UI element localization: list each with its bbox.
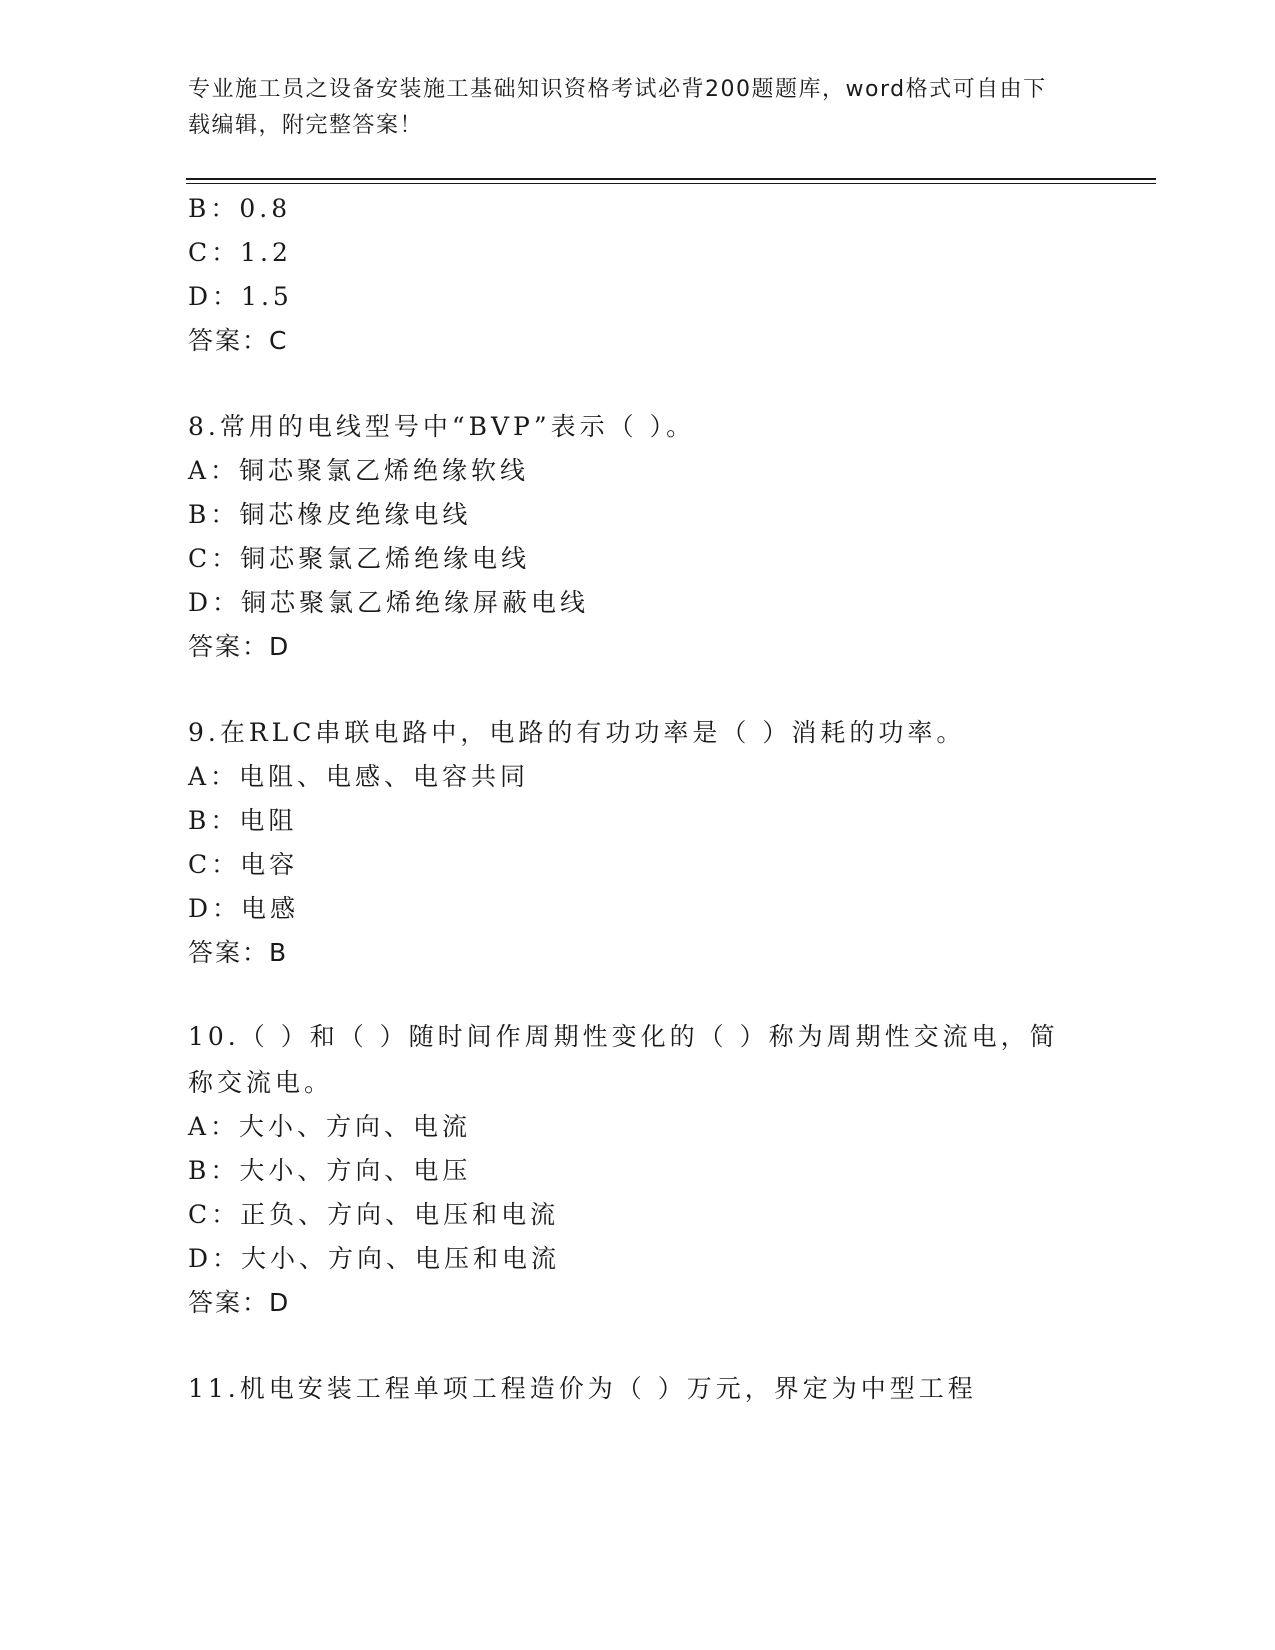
answer-line: 答案：D <box>188 632 291 661</box>
option-c: C：1.2 <box>188 238 292 267</box>
option-d: D：1.5 <box>188 282 293 311</box>
option-c: C：正负、方向、电压和电流 <box>188 1200 560 1229</box>
question-stem: 11.机电安装工程单项工程造价为（ ）万元，界定为中型工程 <box>188 1374 977 1403</box>
question-stem: 8.常用的电线型号中“BVP”表示（ ）。 <box>188 412 696 441</box>
document-header: 专业施工员之设备安装施工基础知识资格考试必背200题题库，word格式可自由下载编辑，附完整答案！ <box>188 77 1047 138</box>
option-b: B：电阻 <box>188 806 298 835</box>
option-a: A：铜芯聚氯乙烯绝缘软线 <box>188 456 530 485</box>
question-stem: 9.在RLC串联电路中，电路的有功功率是（ ）消耗的功率。 <box>188 718 966 747</box>
answer-line: 答案：D <box>188 1288 291 1317</box>
option-d: D：大小、方向、电压和电流 <box>188 1244 561 1273</box>
option-b: B：大小、方向、电压 <box>188 1156 472 1185</box>
answer-line: 答案：C <box>188 326 289 355</box>
header-divider <box>186 178 1156 180</box>
option-d: D：铜芯聚氯乙烯绝缘屏蔽电线 <box>188 588 590 617</box>
option-c: C：铜芯聚氯乙烯绝缘电线 <box>188 544 531 573</box>
header-divider-thin <box>186 183 1156 184</box>
option-b: B：0.8 <box>188 194 292 223</box>
option-d: D：电感 <box>188 894 300 923</box>
option-b: B：铜芯橡皮绝缘电线 <box>188 500 472 529</box>
option-c: C：电容 <box>188 850 299 879</box>
option-a: A：电阻、电感、电容共同 <box>188 762 530 791</box>
question-stem: 10.（ ）和（ ）随时间作周期性变化的（ ）称为周期性交流电，简称交流电。 <box>188 1022 1059 1097</box>
answer-line: 答案：B <box>188 938 289 967</box>
option-a: A：大小、方向、电流 <box>188 1112 472 1141</box>
